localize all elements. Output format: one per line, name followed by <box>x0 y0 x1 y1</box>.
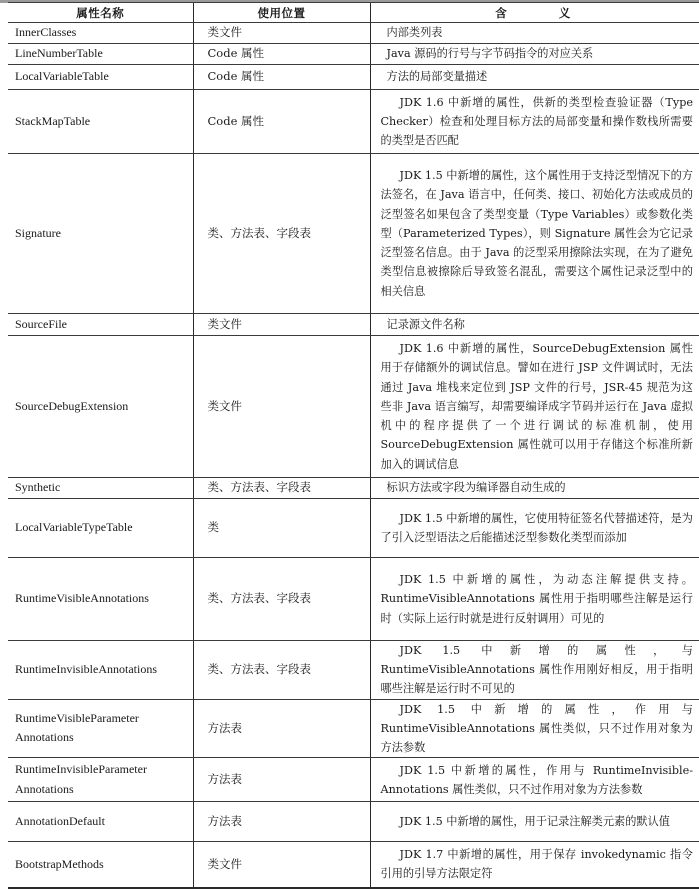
header-attribute-name: 属性名称 <box>8 3 193 23</box>
attribute-name-cell: LocalVariableTypeTable <box>8 499 193 558</box>
table-row <box>8 558 699 641</box>
meaning-text: JDK 1.5 中新增的属性，与 RuntimeVisibleAnnotations 属性作用刚好相反，用于指明哪些注解是运行时不可见的 <box>380 644 693 696</box>
attribute-name-cell: RuntimeInvisibleParameter Annotations <box>8 758 193 802</box>
attribute-name-cell: StackMapTable <box>8 90 193 154</box>
usage-location-cell: 类、方法表、字段表 <box>193 641 370 700</box>
attribute-name-cell: RuntimeVisibleAnnotations <box>8 558 193 641</box>
table-body <box>8 23 699 888</box>
usage-location-cell: 类、方法表、字段表 <box>193 558 370 641</box>
table-row <box>8 802 699 842</box>
meaning-cell <box>370 65 699 90</box>
table-row <box>8 154 699 314</box>
meaning-cell <box>370 154 699 314</box>
meaning-cell <box>370 90 699 154</box>
meaning-text: JDK 1.5 中新增的属性，这个属性用于支持泛型情况下的方法签名，在 Java 语言中，任何类、接口、初始化方法或成员的泛型签名如果包含了类型变量（Type Variables）或参数化类型（Parameterized Types），则 Signature 属性会为它记录泛型签名信息。由于 Java 的泛型采用擦除法实现，在为了避免类型信息被擦除后导致签名混乱，需要这个属性记录泛型中的相关信息 <box>380 169 693 298</box>
meaning-cell <box>370 478 699 499</box>
table-row <box>8 478 699 499</box>
meaning-text: 方法的局部变量描述 <box>386 70 488 84</box>
table-row <box>8 23 699 44</box>
meaning-text: JDK 1.7 中新增的属性，用于保存 invokedynamic 指令引用的引导方法限定符 <box>380 848 693 881</box>
usage-location-cell: 类、方法表、字段表 <box>193 154 370 314</box>
attribute-name-cell: LocalVariableTable <box>8 65 193 90</box>
meaning-text: JDK 1.5 中新增的属性，用于记录注解类元素的默认值 <box>399 815 670 829</box>
usage-location-cell: 方法表 <box>193 699 370 758</box>
header-row <box>8 3 699 23</box>
meaning-cell <box>370 699 699 758</box>
header-usage-location: 使用位置 <box>193 3 370 23</box>
meaning-cell <box>370 758 699 802</box>
attribute-table <box>8 2 699 889</box>
attribute-name-cell: LineNumberTable <box>8 44 193 65</box>
meaning-text: JDK 1.6 中新增的属性，SourceDebugExtension 属性用于存储额外的调试信息。譬如在进行 JSP 文件调试时，无法通过 Java 堆栈来定位到 JSP 文件的行号，JSR-45 规范为这些非 Java 语言编写，却需要编译成字节码并运行在 Java 虚拟机中的程序提供了一个进行调试的标准机制，使用 SourceDebugExtension 属性就可以用于存储这个标准所新加入的调试信息 <box>380 342 693 471</box>
usage-location-cell: 方法表 <box>193 758 370 802</box>
attribute-name-cell: Synthetic <box>8 478 193 499</box>
usage-location-cell: 类 <box>193 499 370 558</box>
attribute-name-cell: SourceDebugExtension <box>8 336 193 478</box>
usage-location-cell: 类文件 <box>193 314 370 336</box>
usage-location-cell: 类文件 <box>193 842 370 888</box>
usage-location-cell: 类文件 <box>193 23 370 44</box>
attribute-name-cell: Signature <box>8 154 193 314</box>
meaning-cell <box>370 23 699 44</box>
meaning-cell <box>370 802 699 842</box>
attribute-name-cell: AnnotationDefault <box>8 802 193 842</box>
meaning-cell <box>370 336 699 478</box>
meaning-cell <box>370 44 699 65</box>
table-row <box>8 90 699 154</box>
meaning-text: JDK 1.6 中新增的属性，供新的类型检查验证器（Type Checker）检查和处理目标方法的局部变量和操作数栈所需要的类型是否匹配 <box>380 95 693 148</box>
meaning-text: Java 源码的行号与字节码指令的对应关系 <box>386 47 594 61</box>
usage-location-cell: 方法表 <box>193 802 370 842</box>
table-row <box>8 499 699 558</box>
meaning-cell <box>370 842 699 888</box>
meaning-cell <box>370 499 699 558</box>
usage-location-cell: Code 属性 <box>193 44 370 65</box>
usage-location-cell: Code 属性 <box>193 65 370 90</box>
table-row <box>8 65 699 90</box>
attribute-name-cell: SourceFile <box>8 314 193 336</box>
usage-location-cell: Code 属性 <box>193 90 370 154</box>
meaning-text: JDK 1.5 中新增的属性，它使用特征签名代替描述符，是为了引入泛型语法之后能描述泛型参数化类型而添加 <box>380 511 693 544</box>
meaning-text: 内部类列表 <box>386 26 443 40</box>
meaning-text: 标识方法或字段为编译器自动生成的 <box>386 481 566 495</box>
meaning-cell <box>370 641 699 700</box>
meaning-text: JDK 1.5 中新增的属性，作用与 RuntimeVisibleAnnotations 属性类似，只不过作用对象为方法参数 <box>380 702 693 755</box>
meaning-text: 记录源文件名称 <box>386 317 465 331</box>
table-row <box>8 641 699 700</box>
meaning-cell <box>370 314 699 336</box>
meaning-cell <box>370 558 699 641</box>
table-row <box>8 44 699 65</box>
table-row <box>8 758 699 802</box>
attribute-name-cell: BootstrapMethods <box>8 842 193 888</box>
attribute-name-cell: RuntimeVisibleParameter Annotations <box>8 699 193 758</box>
header-meaning: 含 义 <box>370 3 699 23</box>
attribute-name-cell: InnerClasses <box>8 23 193 44</box>
table-row <box>8 699 699 758</box>
usage-location-cell: 类、方法表、字段表 <box>193 478 370 499</box>
table-row <box>8 314 699 336</box>
table-row <box>8 336 699 478</box>
meaning-text: JDK 1.5 中新增的属性，为动态注解提供支持。RuntimeVisibleAnnotations 属性用于指明哪些注解是运行时（实际上运行时就是进行反射调用）可见的 <box>380 573 693 625</box>
meaning-text: JDK 1.5 中新增的属性，作用与 RuntimeInvisible-Annotations 属性类似，只不过作用对象为方法参数 <box>380 763 693 796</box>
table-row <box>8 842 699 888</box>
attribute-name-cell: RuntimeInvisibleAnnotations <box>8 641 193 700</box>
usage-location-cell: 类文件 <box>193 336 370 478</box>
